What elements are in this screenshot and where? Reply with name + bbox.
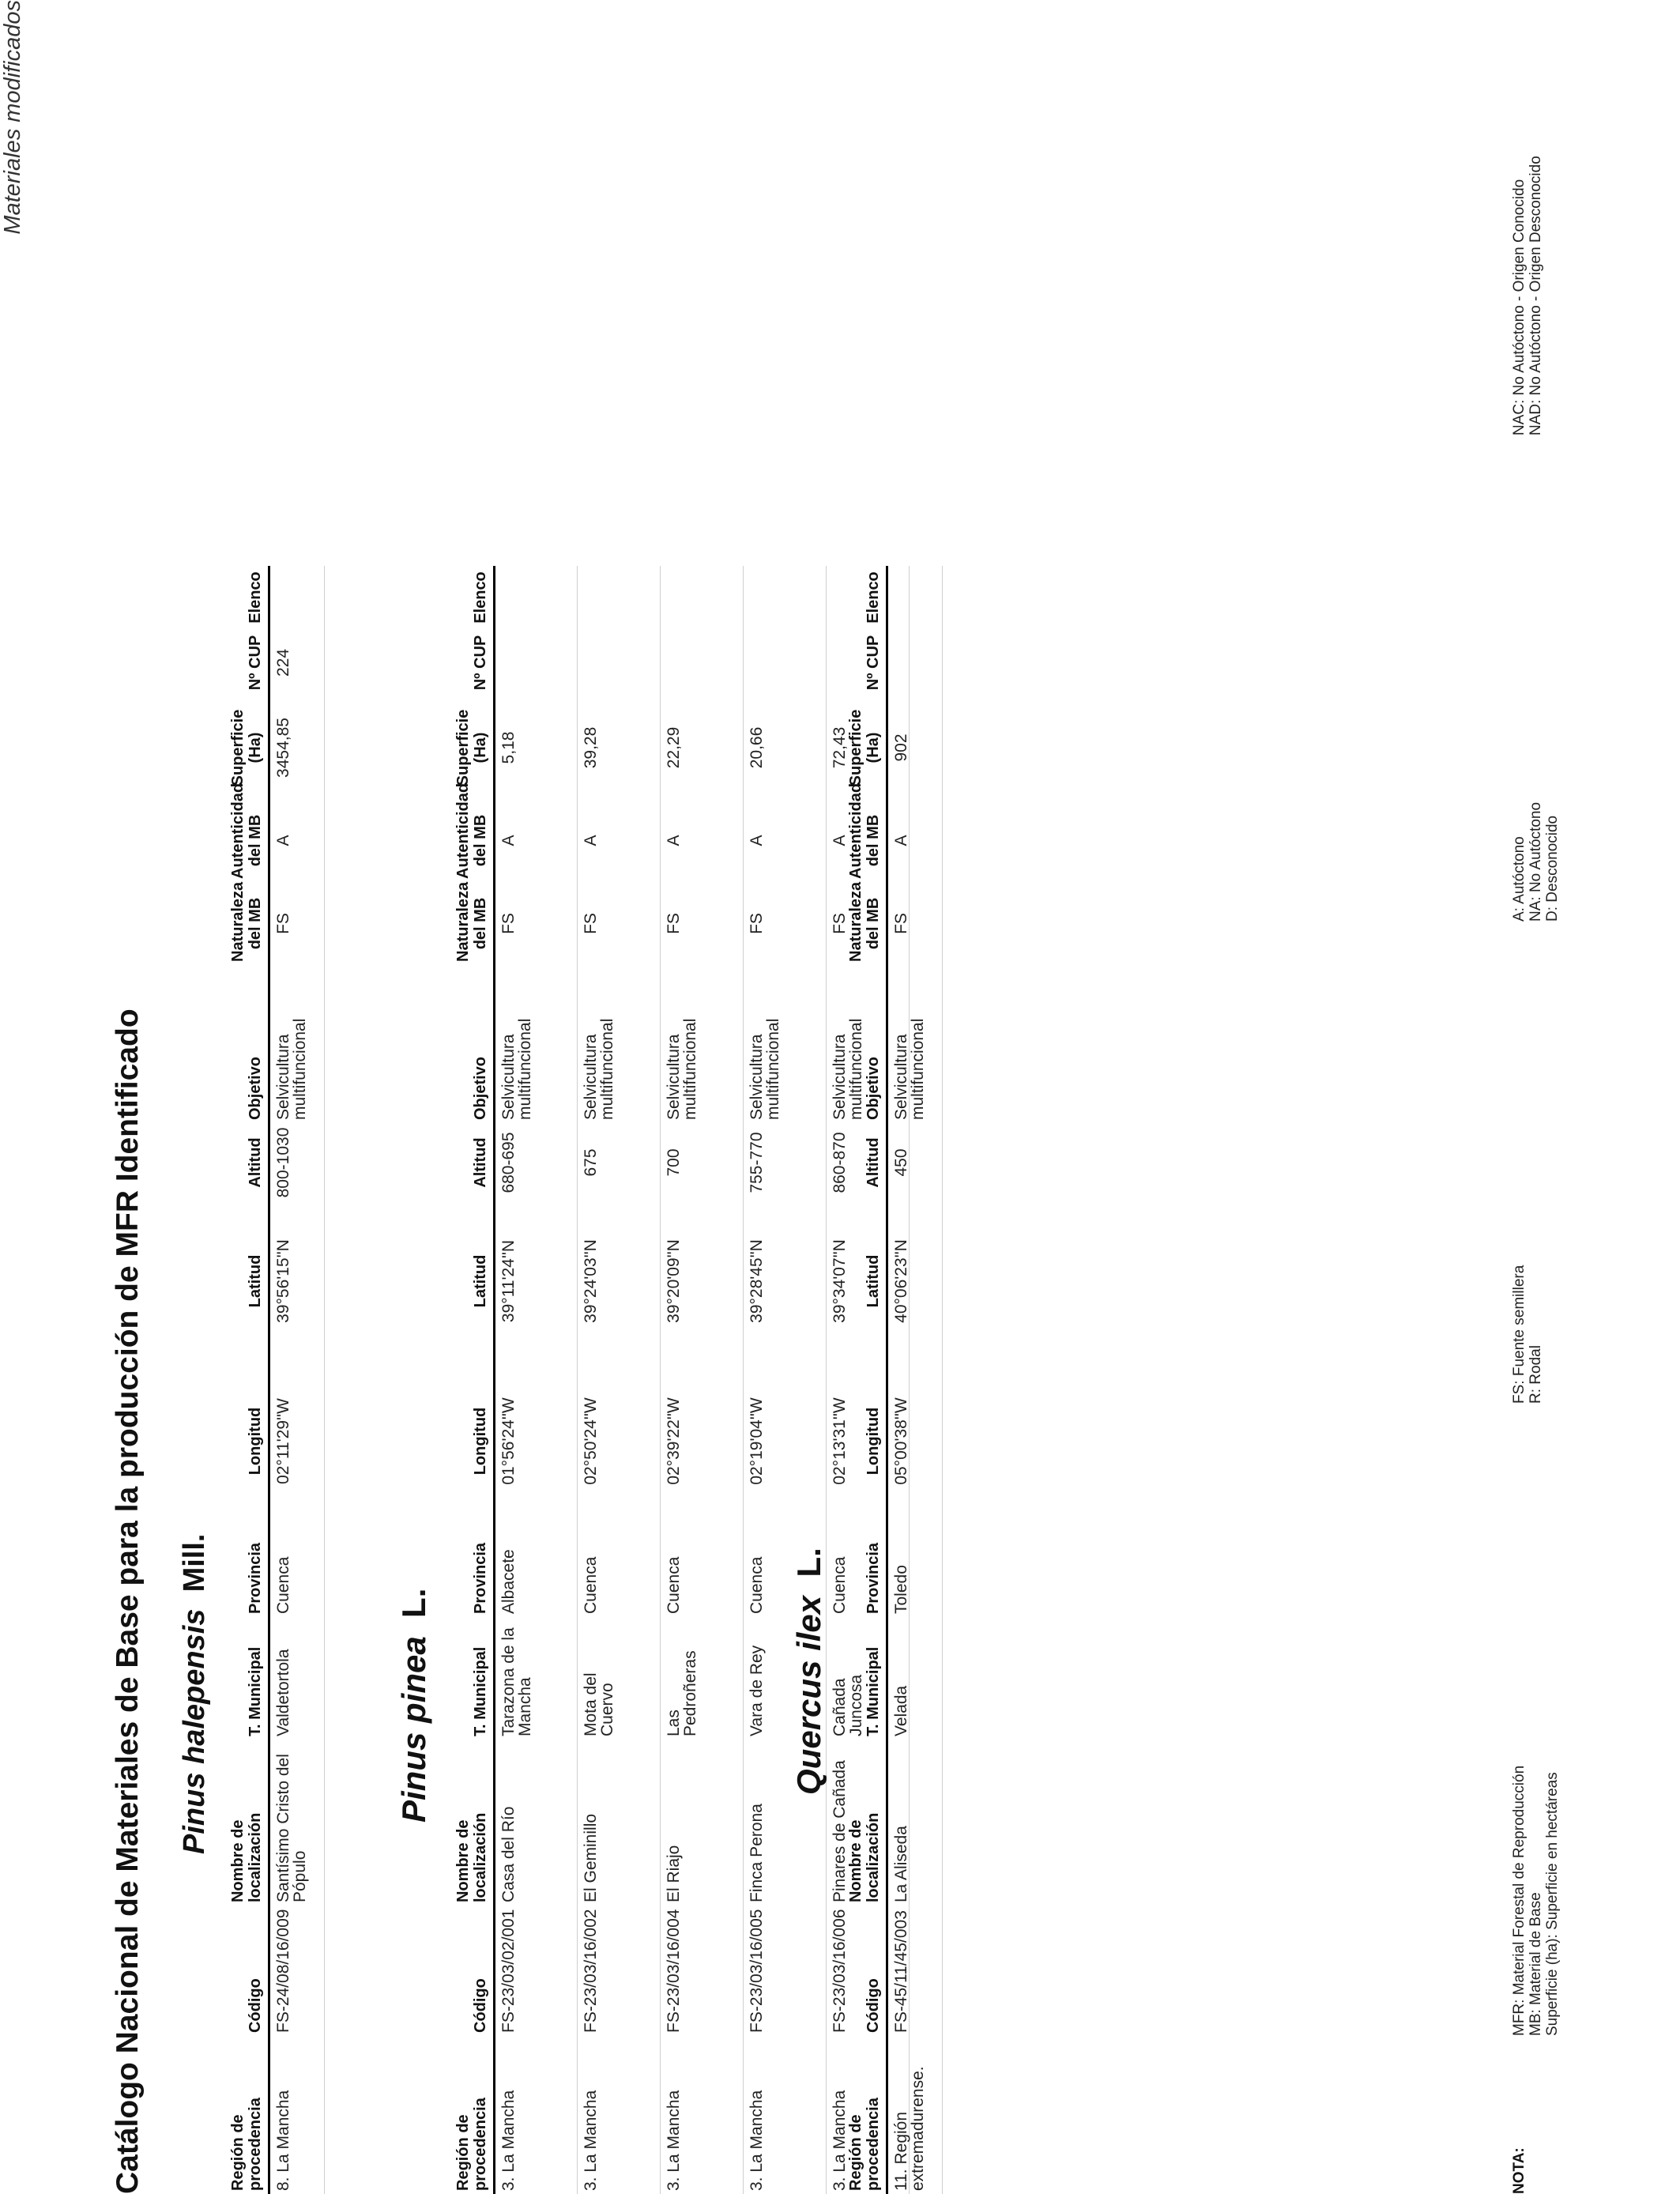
species-title [790,1547,828,1795]
column-header: Autenticidad del MB [229,782,264,879]
table-cell: FS [499,913,518,934]
table-cell [578,566,661,629]
table-cell: 3. La Mancha [665,2090,683,2191]
column-header: Superficie (Ha) [847,709,882,786]
table-cell: Selvicultura multifuncional [274,1018,309,1120]
column-header: Nº CUP [247,635,264,691]
table-cell: 39°56'15''N [274,1239,292,1323]
species-genus: Pinus pinea [395,1636,432,1823]
note-line: NAC: No Autóctono - Origen Conocido [1511,179,1527,435]
column-header: Código [472,1978,489,2033]
column-header: Provincia [864,1542,882,1614]
species-genus: Quercus ilex [790,1595,827,1795]
table-cell: FS [831,913,849,934]
table-cell: 72,43 [831,726,849,769]
column-header: Latitud [864,1254,882,1308]
page-title: Catálogo Nacional de Materiales de Base para la producción de MFR Identificado [111,1008,145,2194]
column-header: Código [864,1978,882,2033]
column-header: Altitud [472,1137,489,1188]
table-cell: Tarazona de la Mancha [499,1627,534,1736]
column-header: Objetivo [247,1056,264,1120]
table-cell: 40°06'23''N [892,1239,910,1323]
table-cell: FS-23/03/16/006 [831,1909,849,2033]
column-header: Provincia [472,1542,489,1614]
table-cell: A [499,835,518,846]
table-cell: A [274,835,292,846]
table-cell [578,629,661,696]
table-cell: 39,28 [582,726,600,769]
column-header: Longitud [247,1407,264,1476]
table-cell: A [831,835,849,846]
table-cell: 3. La Mancha [748,2090,766,2191]
table-cell: Toledo [892,1565,910,1614]
table-cell: Mota del Cuervo [582,1672,616,1736]
notes-group-4 [1511,156,1544,435]
table-row [744,566,827,2194]
table-cell [887,629,943,696]
column-header: Superficie (Ha) [454,709,489,786]
table-cell: Selvicultura multifuncional [499,1018,534,1120]
table-cell: FS-23/03/16/004 [665,1909,683,2033]
column-header: Superficie (Ha) [229,709,264,786]
table-cell: La Aliseda [892,1826,910,1902]
table-cell: 20,66 [748,726,766,769]
notes-group-1 [1511,1766,1561,2036]
table-cell: Pinares de Cañada [831,1760,849,1902]
table-cell: FS [748,913,766,934]
table-cell: Albacete [499,1549,518,1614]
table-cell [661,629,744,696]
note-line: A: Autóctono [1511,836,1527,922]
column-header: Latitud [247,1254,264,1308]
table-cell [744,566,827,629]
table-cell [661,566,744,629]
note-line: MB: Material de Base [1527,1892,1544,2036]
table-cell: Cuenca [831,1556,849,1614]
table-cell: 02°11'29''W [274,1398,292,1484]
table-header-row [454,566,495,2194]
notes-group-2 [1511,1265,1544,1404]
note-line: NA: No Autóctono [1527,801,1544,922]
table-cell: 675 [582,1148,600,1177]
species-table [229,566,325,2194]
column-header: Objetivo [864,1056,882,1120]
note-line: Superficie (ha): Superficie en hectáreas [1544,1772,1561,2036]
column-header: Nº CUP [864,635,882,691]
table-cell: Selvicultura multifuncional [892,1018,927,1120]
table-cell: 5,18 [499,731,518,764]
table-cell [269,566,325,629]
table-cell: El Riajo [665,1845,683,1902]
table-cell: FS-23/03/16/002 [582,1909,600,2033]
table-cell: 3454,85 [274,718,292,778]
table-cell: Valdetortola [274,1649,292,1736]
table-cell: 11. Región extremadurense. [892,2066,927,2191]
table-cell: 05°00'38''W [892,1397,910,1485]
table-cell: Selvicultura multifuncional [831,1018,865,1120]
table-cell: Velada [892,1685,910,1736]
column-header: Autenticidad del MB [454,782,489,879]
column-header: Elenco [864,571,882,624]
table-cell: El Geminillo [582,1813,600,1902]
table-cell: Cañada Juncosa [831,1674,865,1736]
table-cell: 680-695 [499,1132,518,1193]
table-cell: Selvicultura multifuncional [582,1018,616,1120]
table-cell: FS-24/08/16/009 [274,1909,292,2033]
note-line: R: Rodal [1527,1345,1544,1404]
column-header: Altitud [864,1137,882,1188]
notes-group-3 [1511,802,1561,922]
table-cell: Las Pedroñeras [665,1650,699,1736]
table-cell [495,629,578,696]
species-author: L. [790,1547,827,1578]
table-cell: 3. La Mancha [582,2090,600,2191]
table-cell: A [665,835,683,846]
column-header: T. Municipal [247,1646,264,1736]
table-cell: 3. La Mancha [831,2090,849,2191]
column-header: Nombre de localización [847,1812,882,1902]
table-cell: 02°19'04''W [748,1397,766,1485]
table-cell: 902 [892,733,910,762]
table-row [661,566,744,2194]
table-row [495,566,578,2194]
note-line: D: Desconocido [1544,815,1561,922]
table-cell: Santísimo Cristo del Pópulo [274,1754,309,1902]
table-row [269,566,325,2194]
table-cell: 39°28'45''N [748,1239,766,1323]
table-row [578,566,661,2194]
species-title [178,1534,212,1854]
section-heading: Materiales modificados [0,0,25,235]
table-cell: 3. La Mancha [499,2090,518,2191]
table-cell: 22,29 [665,726,683,769]
table-cell: 02°39'22''W [665,1397,683,1485]
table-cell: 224 [274,648,292,677]
species-author: L. [395,1588,432,1618]
table-header-row [847,566,887,2194]
note-line: FS: Fuente semillera [1511,1265,1527,1404]
note-line: MFR: Material Forestal de Reproducción [1511,1765,1527,2036]
table-cell: 800-1030 [274,1127,292,1198]
column-header: Altitud [247,1137,264,1188]
table-cell: 700 [665,1148,683,1177]
table-cell: FS-23/03/16/005 [748,1909,766,2033]
table-cell: FS [582,913,600,934]
note-line: NAD: No Autóctono - Origen Desconocido [1527,156,1544,435]
table-cell: FS [274,913,292,934]
table-cell: 02°13'31''W [831,1397,849,1485]
table-cell: 755-770 [748,1132,766,1193]
species-table [454,566,910,2194]
column-header: T. Municipal [472,1646,489,1736]
table-cell: Casa del Río [499,1806,518,1902]
table-cell: 39°20'09''N [665,1239,683,1323]
species-author: Mill. [178,1533,211,1593]
species-table [847,566,943,2194]
column-header: Provincia [247,1542,264,1614]
table-cell: Cuenca [748,1556,766,1614]
column-header: Código [247,1978,264,2033]
table-cell: A [748,835,766,846]
column-header: Nº CUP [472,635,489,691]
table-cell: 8. La Mancha [274,2090,292,2191]
table-cell: 860-870 [831,1132,849,1193]
column-header: Nombre de localización [229,1812,264,1902]
column-header: Nombre de localización [454,1812,489,1902]
table-cell: FS-23/03/02/001 [499,1909,518,2033]
table-cell: FS-45/11/45/003 [892,1910,910,2033]
species-genus: Pinus halepensis [178,1608,211,1854]
column-header: Naturaleza del MB [454,881,489,962]
column-header: Región de procedencia [847,2098,882,2191]
column-header: Objetivo [472,1056,489,1120]
column-header: Longitud [472,1407,489,1476]
table-cell: 450 [892,1148,910,1177]
column-header: Naturaleza del MB [847,881,882,962]
column-header: Naturaleza del MB [229,881,264,962]
table-cell: A [582,835,600,846]
column-header: Autenticidad del MB [847,782,882,879]
column-header: Elenco [472,571,489,624]
table-cell [495,566,578,629]
table-cell: 39°24'03''N [582,1239,600,1323]
table-cell: 02°50'24''W [582,1397,600,1485]
table-cell: Cuenca [582,1556,600,1614]
table-cell: A [892,835,910,846]
column-header: Región de procedencia [454,2098,489,2191]
column-header: Longitud [864,1407,882,1476]
column-header: Latitud [472,1254,489,1308]
table-cell [887,566,943,629]
table-cell: Cuenca [274,1556,292,1614]
table-cell: 39°11'24''N [499,1239,518,1323]
column-header: Región de procedencia [229,2098,264,2191]
table-cell: Vara de Rey [748,1645,766,1736]
table-row [887,566,943,2194]
table-cell: 01°56'24''W [499,1397,518,1485]
table-cell: Selvicultura multifuncional [748,1018,782,1120]
table-header-row [229,566,269,2194]
column-header: T. Municipal [864,1646,882,1736]
table-cell: 39°34'07''N [831,1239,849,1323]
table-cell [744,629,827,696]
notes-label: NOTA: [1511,2147,1527,2194]
species-title [395,1589,433,1823]
table-cell: FS [665,913,683,934]
table-cell: Finca Perona [748,1804,766,1902]
table-cell: Selvicultura multifuncional [665,1018,699,1120]
column-header: Elenco [247,571,264,624]
table-cell: Cuenca [665,1556,683,1614]
table-cell: FS [892,913,910,934]
